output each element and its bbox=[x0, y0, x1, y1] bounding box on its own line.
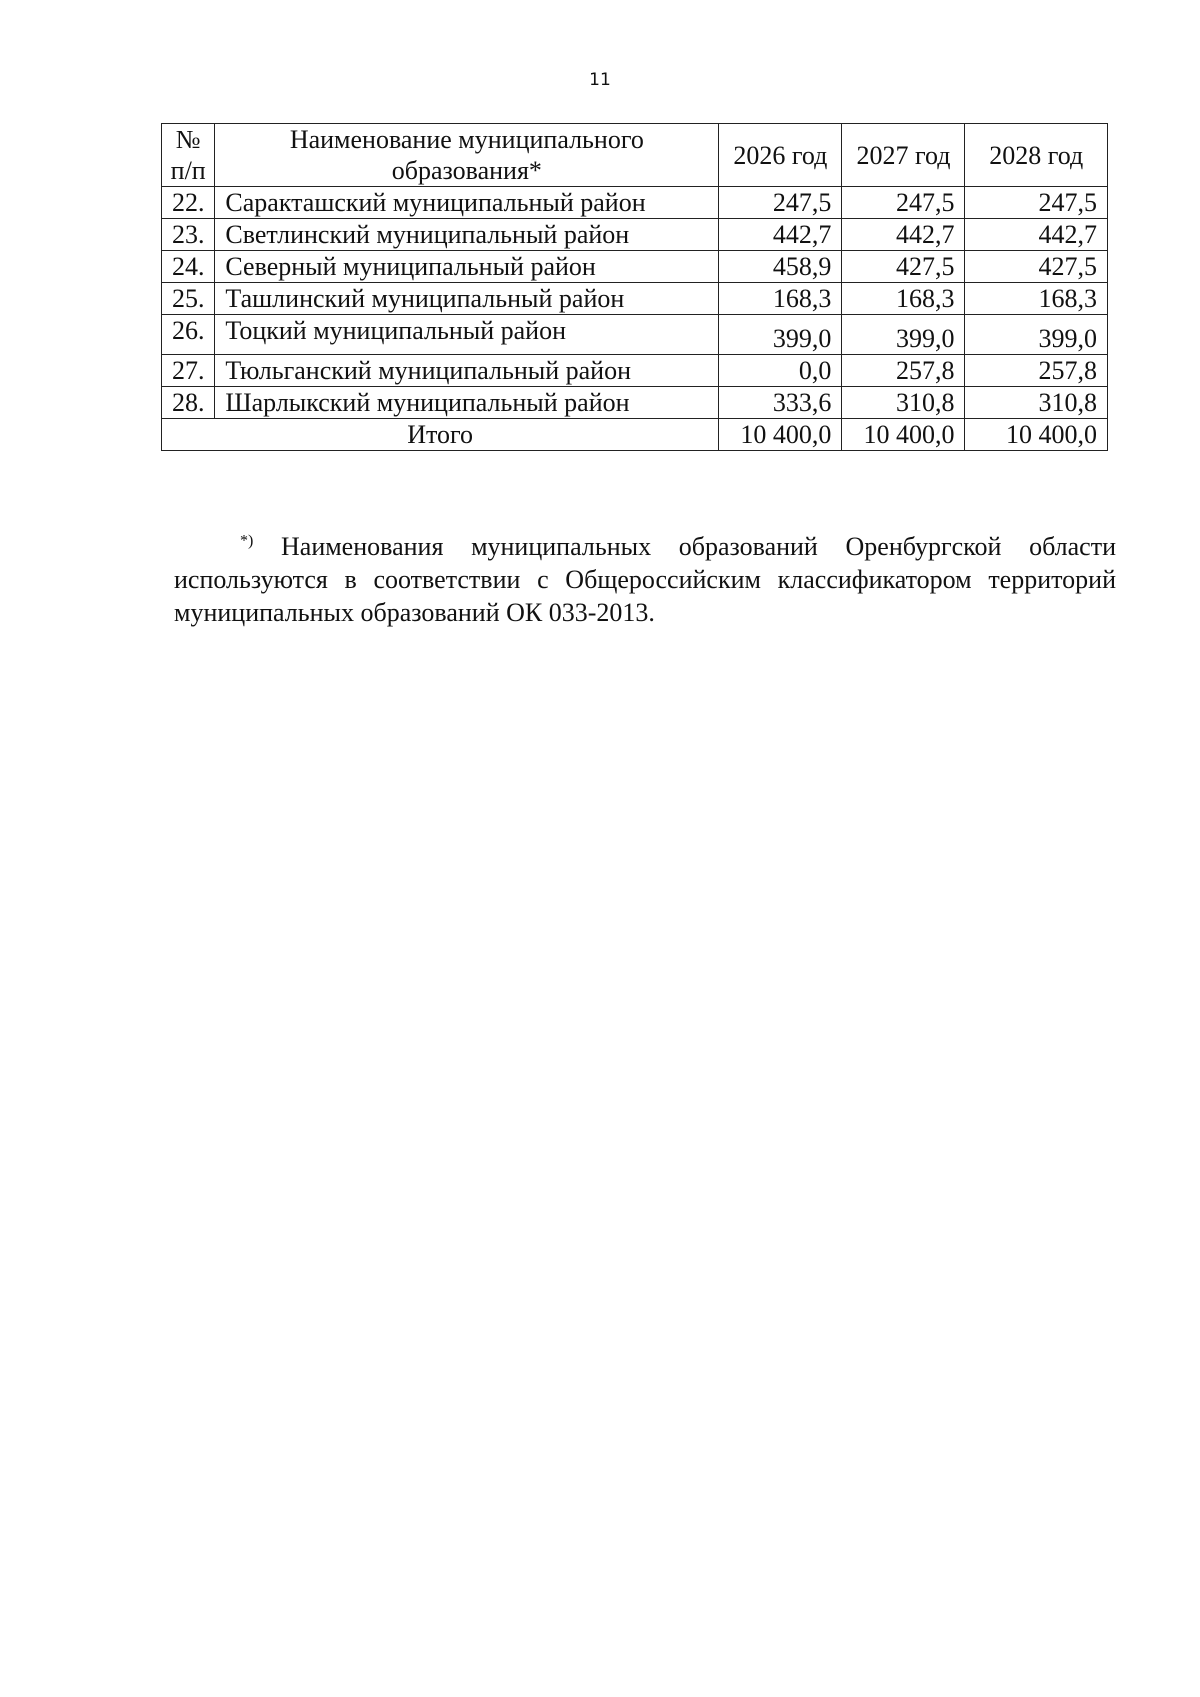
table-row bbox=[162, 219, 1108, 251]
row-num: 25. bbox=[162, 283, 215, 315]
row-name: Тюльганский муниципальный район bbox=[215, 355, 719, 387]
row-value-2026: 333,6 bbox=[719, 387, 842, 419]
page-number: 11 bbox=[589, 70, 611, 90]
table-row bbox=[162, 355, 1108, 387]
row-value-2027: 427,5 bbox=[842, 251, 965, 283]
row-value-2028: 168,3 bbox=[965, 283, 1108, 315]
total-value-2028: 10 400,0 bbox=[965, 419, 1108, 451]
total-value-2026: 10 400,0 bbox=[719, 419, 842, 451]
table-total-row bbox=[162, 419, 1108, 451]
row-value-2028: 257,8 bbox=[965, 355, 1108, 387]
row-value-2027: 168,3 bbox=[842, 283, 965, 315]
row-name: Светлинский муниципальный район bbox=[215, 219, 719, 251]
table-row bbox=[162, 283, 1108, 315]
row-value-2027: 247,5 bbox=[842, 187, 965, 219]
footnote-paragraph bbox=[174, 530, 1116, 629]
row-value-2027: 310,8 bbox=[842, 387, 965, 419]
header-name: Наименование муниципального образования* bbox=[215, 124, 719, 187]
header-2026: 2026 год bbox=[719, 124, 842, 187]
row-num: 26. bbox=[162, 315, 215, 355]
row-num: 22. bbox=[162, 187, 215, 219]
row-value-2026: 247,5 bbox=[719, 187, 842, 219]
header-num: № п/п bbox=[162, 124, 215, 187]
table-row bbox=[162, 187, 1108, 219]
row-value-2026: 0,0 bbox=[719, 355, 842, 387]
row-num: 28. bbox=[162, 387, 215, 419]
table-row bbox=[162, 387, 1108, 419]
table-header-row bbox=[162, 124, 1108, 187]
row-value-2028: 427,5 bbox=[965, 251, 1108, 283]
row-name: Саракташский муниципальный район bbox=[215, 187, 719, 219]
row-num: 24. bbox=[162, 251, 215, 283]
row-value-2026: 168,3 bbox=[719, 283, 842, 315]
row-num: 27. bbox=[162, 355, 215, 387]
row-name: Северный муниципальный район bbox=[215, 251, 719, 283]
row-value-2026: 442,7 bbox=[719, 219, 842, 251]
row-value-2028: 442,7 bbox=[965, 219, 1108, 251]
row-name: Тоцкий муниципальный район bbox=[215, 315, 719, 355]
table-row bbox=[162, 315, 1108, 355]
row-num: 23. bbox=[162, 219, 215, 251]
row-value-2028: 247,5 bbox=[965, 187, 1108, 219]
header-2028: 2028 год bbox=[965, 124, 1108, 187]
row-value-2026: 399,0 bbox=[719, 315, 842, 355]
row-name: Ташлинский муниципальный район bbox=[215, 283, 719, 315]
table-row bbox=[162, 251, 1108, 283]
row-value-2026: 458,9 bbox=[719, 251, 842, 283]
row-name: Шарлыкский муниципальный район bbox=[215, 387, 719, 419]
footnote bbox=[174, 530, 1116, 629]
table-body bbox=[162, 187, 1108, 451]
row-value-2028: 310,8 bbox=[965, 387, 1108, 419]
row-value-2027: 257,8 bbox=[842, 355, 965, 387]
row-value-2028: 399,0 bbox=[965, 315, 1108, 355]
header-2027: 2027 год bbox=[842, 124, 965, 187]
table-header bbox=[162, 124, 1108, 187]
row-value-2027: 442,7 bbox=[842, 219, 965, 251]
row-value-2027: 399,0 bbox=[842, 315, 965, 355]
total-label: Итого bbox=[162, 419, 719, 451]
footnote-text: Наименования муниципальных образований Оренбургской области используются в соответствии с Общероссийским классификатором территорий муниципальных образований ОК 033-2013. bbox=[174, 532, 1116, 627]
footnote-marker: *) bbox=[240, 532, 254, 550]
budget-table bbox=[161, 123, 1108, 451]
total-value-2027: 10 400,0 bbox=[842, 419, 965, 451]
